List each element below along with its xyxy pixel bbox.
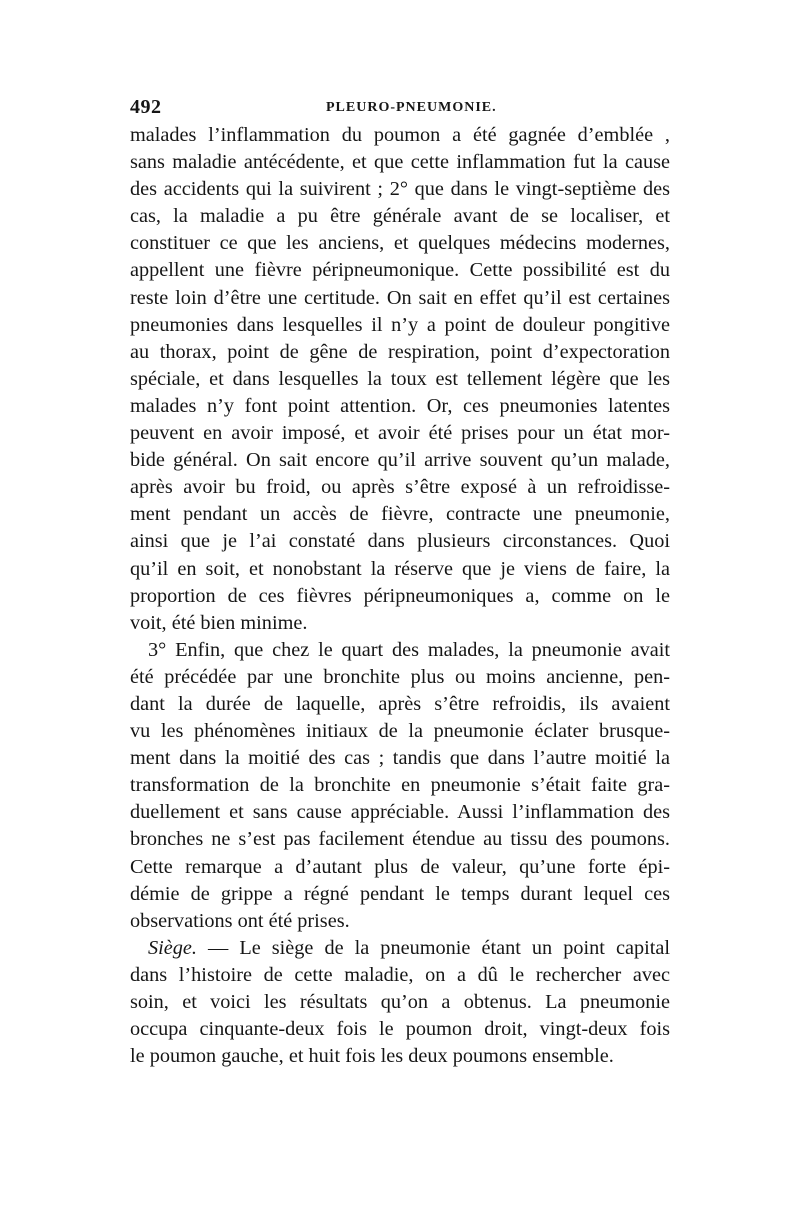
text-line: vu les phénomènes initiaux de la pneumonie éclater brusque- xyxy=(130,720,670,743)
page-number: 492 xyxy=(130,96,162,118)
text-line xyxy=(130,935,670,962)
text-line: dant la durée de laquelle, après s’être refroidis, ils avaient xyxy=(130,692,670,715)
text-line: 3° Enfin, que chez le quart des malades, la pneumonie avait xyxy=(148,638,670,661)
paragraph-enfin xyxy=(130,637,670,935)
text-line: ainsi que je l’ai constaté dans plusieurs circonstances. Quoi xyxy=(130,530,670,553)
text-line: peuvent en avoir imposé, et avoir été prises pour un état mor- xyxy=(130,422,670,445)
text-line: constituer ce que les anciens, et quelques médecins modernes, xyxy=(130,232,670,255)
text-line: spéciale, et dans lesquelles la toux est tellement légère que les xyxy=(130,367,670,390)
page-header xyxy=(130,96,670,122)
text-line: bide général. On sait encore qu’il arrive souvent qu’un malade, xyxy=(130,449,670,472)
text-line: pneumonies dans lesquelles il n’y a point de douleur pongitive xyxy=(130,313,670,336)
text-line: malades l’inflammation du poumon a été gagnée d’emblée , xyxy=(130,124,670,146)
text-line: duellement et sans cause appréciable. Aussi l’inflammation des xyxy=(130,801,670,824)
text-line: ment pendant un accès de fièvre, contracte une pneumonie, xyxy=(130,503,670,526)
text-line: démie de grippe a régné pendant le temps durant lequel ces xyxy=(130,882,670,905)
paragraph-siege xyxy=(130,935,670,1070)
text-line: été précédée par une bronchite plus ou moins ancienne, pen- xyxy=(130,665,670,688)
text-line: au thorax, point de gêne de respiration, point d’expectoration xyxy=(130,340,670,363)
paragraph-continuation xyxy=(130,122,670,637)
text-line: reste loin d’être une certitude. On sait en effet qu’il est certaines xyxy=(130,286,670,309)
text-line: après avoir bu froid, ou après s’être exposé à un refroidisse- xyxy=(130,476,670,499)
text-line: ment dans la moitié des cas ; tandis que dans l’autre moitié la xyxy=(130,747,670,770)
text-line: des accidents qui la suivirent ; 2° que dans le vingt-septième des xyxy=(130,178,670,201)
text-line: proportion de ces fièvres péripneumoniques a, comme on le xyxy=(130,584,670,607)
text-line: le poumon gauche, et huit fois les deux poumons ensemble. xyxy=(130,1045,614,1068)
text-line: appellent une fièvre péripneumonique. Cette possibilité est du xyxy=(130,259,670,282)
text-line-rest: — Le siège de la pneumonie étant un point capital xyxy=(197,936,670,959)
book-page xyxy=(130,96,670,1070)
text-line: qu’il en soit, et nonobstant la réserve que je viens de faire, la xyxy=(130,557,670,580)
section-lead: Siège. xyxy=(148,936,197,959)
text-line: Cette remarque a d’autant plus de valeur, qu’une forte épi- xyxy=(130,855,670,878)
text-line: sans maladie antécédente, et que cette inflammation fut la cause xyxy=(130,151,670,174)
text-line: voit, été bien minime. xyxy=(130,611,308,634)
text-line: observations ont été prises. xyxy=(130,909,350,932)
text-line: soin, et voici les résultats qu’on a obtenus. La pneumonie xyxy=(130,991,670,1013)
text-line: dans l’histoire de cette maladie, on a dû le rechercher avec xyxy=(130,963,670,986)
text-line: bronches ne s’est pas facilement étendue au tissu des poumons. xyxy=(130,828,670,851)
body-text xyxy=(130,122,670,1070)
running-title: PLEURO-PNEUMONIE. xyxy=(326,100,497,115)
text-line: occupa cinquante-deux fois le poumon droit, vingt-deux fois xyxy=(130,1018,670,1041)
text-line: malades n’y font point attention. Or, ces pneumonies latentes xyxy=(130,394,670,417)
text-line: cas, la maladie a pu être générale avant de se localiser, et xyxy=(130,205,670,228)
text-line: transformation de la bronchite en pneumonie s’était faite gra- xyxy=(130,774,670,797)
